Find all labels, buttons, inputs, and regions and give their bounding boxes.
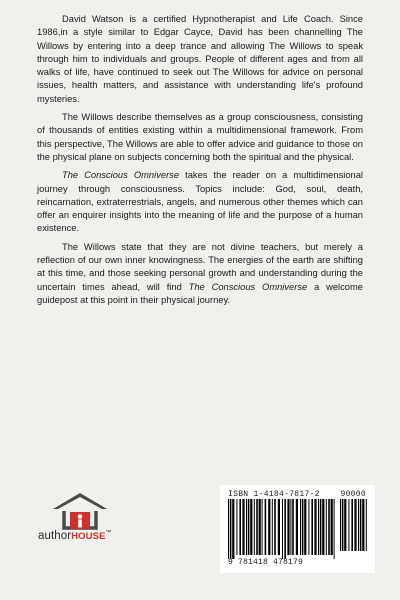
back-cover-description <box>37 13 363 312</box>
ean-digits: 9 781418 478179 <box>228 558 304 567</box>
barcode-bar <box>290 499 291 555</box>
barcode-bar <box>304 499 306 555</box>
barcode-bar <box>334 499 335 559</box>
barcode-bar <box>246 499 247 555</box>
barcode-bar <box>259 499 261 555</box>
barcode-bar <box>344 499 346 551</box>
barcode-bar <box>292 499 294 555</box>
description-paragraph <box>37 241 363 307</box>
barcode-bar <box>342 499 344 551</box>
publisher-logo <box>38 491 138 543</box>
barcode-bar <box>232 499 234 559</box>
house-book-icon <box>50 491 110 531</box>
paragraph-text: The Willows describe themselves as a group consciousness, consisting of thousands of entities existing within a multidimensional framework. From this perspective, The Willows are able to offer advice and guidance to those on the physical plane on subjects concerning both the spiritual and the physical. <box>37 112 363 162</box>
barcode-bar <box>265 499 267 555</box>
barcode-bar <box>308 499 309 555</box>
barcode-bar <box>322 499 324 555</box>
paragraph-text: The Willows state that they are not divine teachers, but merely a reflection of our own inner knowingness. The energies of the earth are shifting at this time, and those seeking personal growth and understanding during the uncertain times ahead, will find <box>37 241 363 292</box>
barcode-bar <box>254 499 255 555</box>
barcode-bar <box>242 499 244 555</box>
paragraph-text: a welcome guidepost at this point in their physical journey. <box>37 281 363 305</box>
barcode-bar <box>311 499 313 555</box>
barcode-bar <box>351 499 353 551</box>
ean-barcode-bars <box>228 499 336 561</box>
publisher-name <box>38 530 112 542</box>
barcode-bar <box>272 499 273 555</box>
barcode-bar <box>282 499 283 559</box>
barcode-bar <box>236 499 237 555</box>
publisher-name-part2: HOUSE <box>71 531 106 542</box>
addon-barcode-bars <box>340 499 368 557</box>
barcode-bar <box>360 499 362 551</box>
barcode-bar <box>230 499 232 559</box>
barcode-bar <box>331 499 333 555</box>
barcode-bar <box>354 499 356 551</box>
barcode-bar <box>268 499 270 555</box>
barcode-bar <box>287 499 289 555</box>
barcode-bar <box>302 499 304 555</box>
barcode-bar <box>250 499 252 555</box>
book-title-italic: The Conscious Omniverse <box>62 170 180 181</box>
barcode-bar <box>296 499 298 555</box>
description-paragraph <box>37 169 363 235</box>
paragraph-text: David Watson is a certified Hypnotherapist and Life Coach. Since 1986,in a style similar to Edgar Cayce, David has been channelling The Willows by entering into a deep trance and allowing The Willows to speak through him to individuals and groups. People of different ages and from all walks of life, have continued to seek out The Willows for advice on personal issues, health matters, and assistance with understanding life's profound mysteries. <box>37 14 363 104</box>
barcode-bar <box>358 499 359 551</box>
barcode-bar <box>320 499 322 555</box>
barcode-bar <box>278 499 280 555</box>
publisher-name-part1: author <box>38 530 72 542</box>
barcode-bar <box>314 499 316 555</box>
barcode-bar <box>366 499 367 551</box>
book-title-italic: The Conscious Omniverse <box>188 281 308 292</box>
barcode-bar <box>228 499 229 559</box>
barcode-bar <box>362 499 364 551</box>
barcode-bar <box>262 499 263 555</box>
barcode-bar <box>274 499 276 555</box>
barcode-bar <box>326 499 327 555</box>
price-code: 90000 <box>340 490 366 499</box>
barcode-bar <box>300 499 301 555</box>
isbn-number: ISBN 1-4184-7817-2 <box>228 490 320 499</box>
barcode-bar <box>256 499 258 555</box>
description-paragraph <box>37 111 363 164</box>
isbn-barcode <box>220 485 375 573</box>
paragraph-text: takes the reader on a multidimensional journey through consciousness. Topics include: God, soul, death, reincarnation, extraterrestrials, angels, and numerous other themes which can offer an enquirer insights into the meaning of life and the purpose of a human existence. <box>37 170 363 234</box>
barcode-bar <box>340 499 341 551</box>
barcode-bar <box>348 499 349 551</box>
barcode-bar <box>239 499 241 555</box>
barcode-bar <box>284 499 286 559</box>
barcode-bar <box>328 499 330 555</box>
description-paragraph <box>37 13 363 106</box>
barcode-bar <box>318 499 319 555</box>
trademark-symbol: ™ <box>105 530 112 536</box>
barcode-bar <box>248 499 250 555</box>
